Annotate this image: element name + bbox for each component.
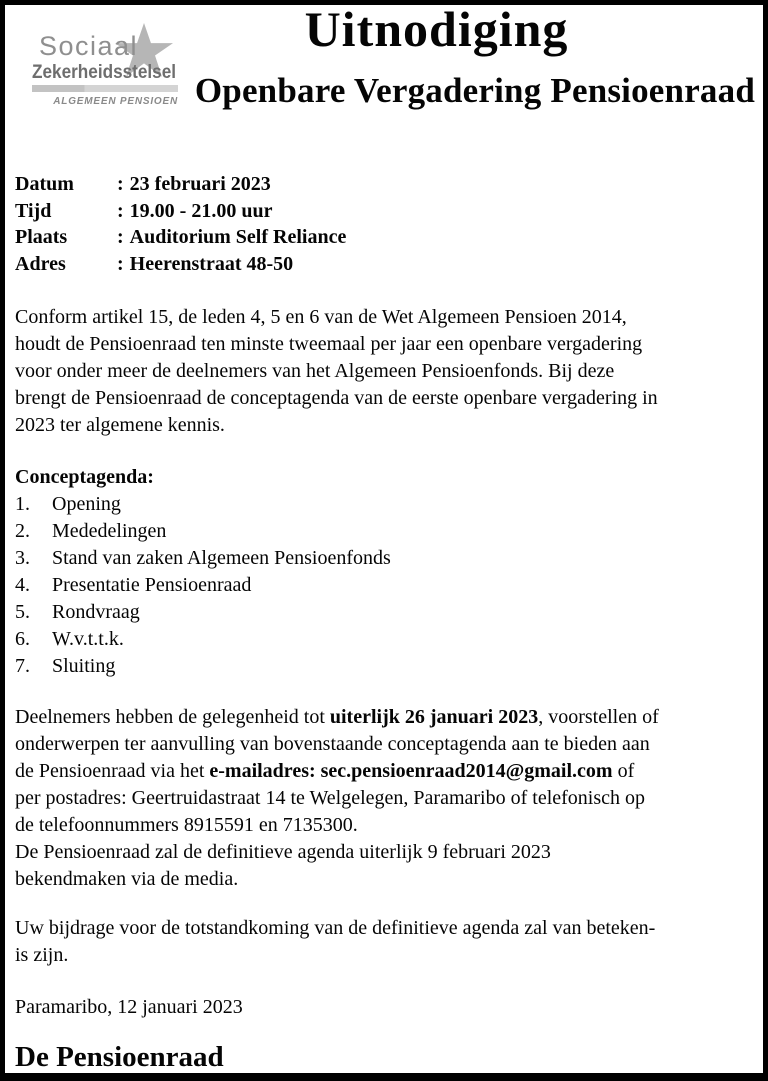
logo-tagline: ALGEMEEN PENSIOEN [53,96,178,108]
agenda-item-text: Presentatie Pensioenraad [52,574,252,596]
agenda-item-number: 7. [15,655,30,677]
document-subtitle: Openbare Vergadering Pensioenraad [194,71,755,110]
detail-row-tijd [15,198,753,225]
detail-separator: : [117,173,124,195]
agenda-item [15,599,753,626]
agenda-item [15,626,753,653]
agenda-item [15,518,753,545]
line-segment: Deelnemers hebben de gelegenheid tot [15,706,330,728]
agenda-item-number: 1. [15,493,30,515]
text-line: bekendmaken via de media. [15,868,239,890]
detail-label: Datum [15,173,74,195]
document-header [5,1,763,171]
detail-value: Auditorium Self Reliance [129,226,347,248]
text-line: onderwerpen ter aanvulling van bovenstaande conceptagenda aan te bieden aan [15,733,650,755]
document-body [5,171,763,1074]
agenda-item [15,545,753,572]
line-segment: , voorstellen of [538,706,659,728]
logo-word-zekerheidsstelsel: Zekerheidsstelsel [32,61,177,83]
closing-paragraph [15,915,753,969]
agenda-item [15,572,753,599]
agenda-item-text: Mededelingen [52,520,167,542]
detail-value: 23 februari 2023 [129,173,271,195]
agenda-item-text: Rondvraag [52,601,140,623]
text-line: is zijn. [15,944,69,966]
signature: De Pensioenraad [15,1041,224,1073]
text-line: De Pensioenraad zal de definitieve agenda uiterlijk 9 februari 2023 [15,841,551,863]
detail-value: 19.00 - 21.00 uur [129,199,273,222]
detail-separator: : [117,199,124,222]
agenda-item [15,491,753,518]
detail-row-plaats [15,224,753,251]
submission-paragraph [15,704,753,893]
email-address-emphasis: e-mailadres: sec.pensioenraad2014@gmail.com [209,760,613,782]
detail-label: Tijd [15,199,52,222]
detail-value: Heerenstraat 48-50 [129,252,294,275]
text-line [15,704,753,731]
detail-separator: : [117,226,124,248]
document-title: Uitnodiging [304,1,569,57]
agenda-item-text: Opening [52,493,121,515]
text-line: 2023 ter algemene kennis. [15,414,225,436]
intro-paragraph [15,304,753,439]
agenda-item-number: 6. [15,628,30,650]
agenda-item-text: Sluiting [52,655,116,677]
agenda-item-number: 3. [15,547,30,569]
agenda-item-text: W.v.t.t.k. [52,628,124,650]
text-line: houdt de Pensioenraad ten minste tweemaal per jaar een openbare vergadering [15,333,643,355]
agenda-item-number: 2. [15,520,30,542]
place-date-line: Paramaribo, 12 januari 2023 [15,996,243,1018]
detail-label: Adres [15,252,66,275]
agenda-item-number: 4. [15,574,30,596]
agenda-heading: Conceptagenda: [15,466,154,488]
concept-agenda [15,464,753,680]
logo-word-sociaal: Sociaal [39,31,139,61]
title-block [110,3,763,111]
meeting-details [15,171,753,277]
text-line: voor onder meer de deelnemers van het Algemeen Pensioenfonds. Bij deze [15,360,615,382]
deadline-emphasis: uiterlijk 26 januari 2023 [329,706,539,728]
line-segment: of [612,760,635,782]
text-line: Conform artikel 15, de leden 4, 5 en 6 van de Wet Algemeen Pensioen 2014, [15,306,627,328]
text-line: Uw bijdrage voor de totstandkoming van de definitieve agenda zal van beteken- [15,917,656,939]
text-line [15,758,753,785]
text-line: de telefoonnummers 8915591 en 7135300. [15,814,358,836]
agenda-item [15,653,753,680]
text-line: per postadres: Geertruidastraat 14 te Welgelegen, Paramaribo of telefonisch op [15,787,646,809]
agenda-item-text: Stand van zaken Algemeen Pensioenfonds [52,547,391,569]
detail-label: Plaats [15,226,68,248]
agenda-item-number: 5. [15,601,30,623]
line-segment: de Pensioenraad via het [15,760,210,782]
detail-separator: : [117,252,124,275]
detail-row-adres [15,251,753,278]
text-line: brengt de Pensioenraad de conceptagenda van de eerste openbare vergadering in [15,387,658,409]
detail-row-datum [15,171,753,198]
